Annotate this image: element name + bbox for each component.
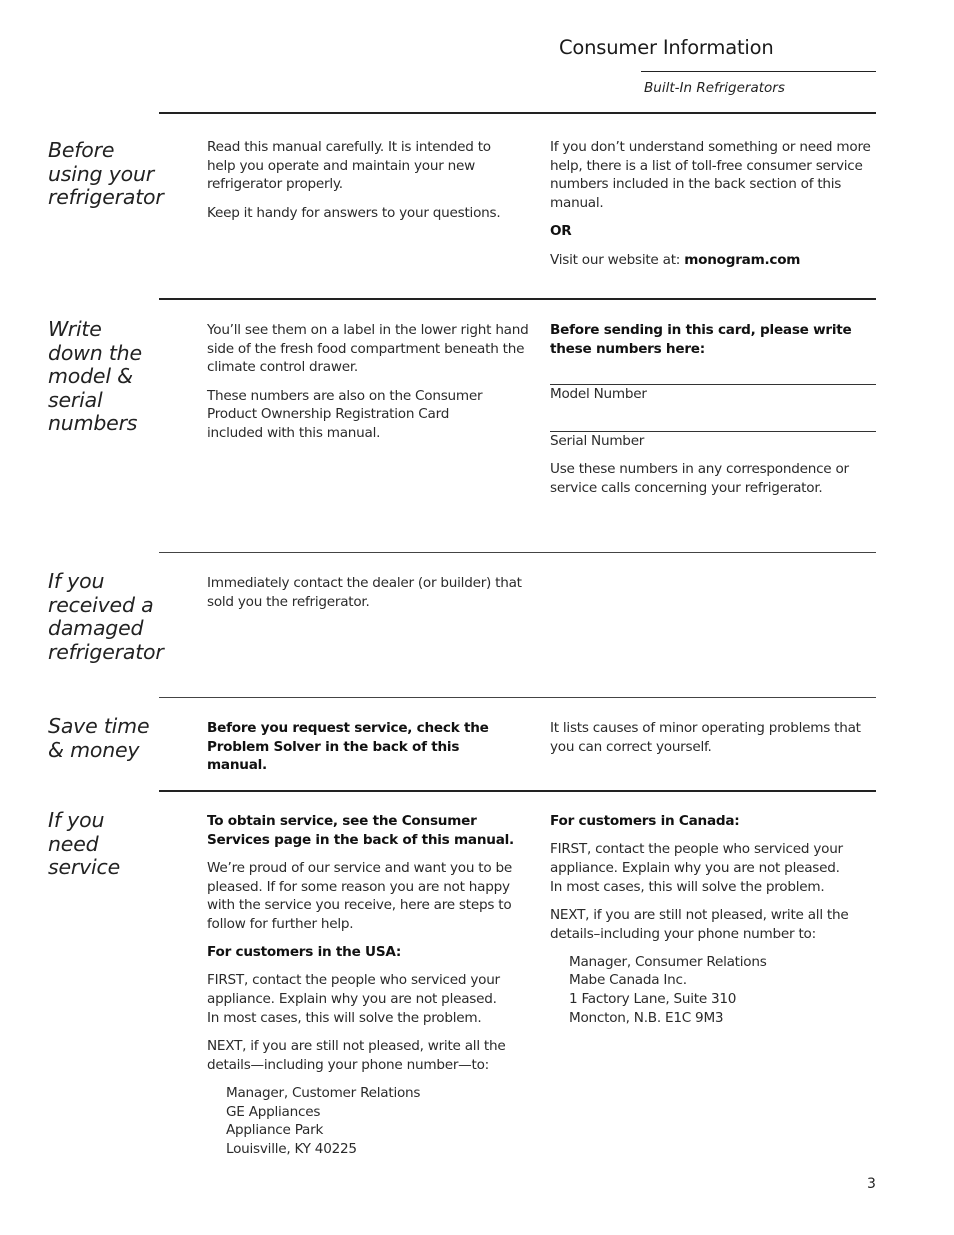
paragraph: Keep it handy for answers to your questions.	[207, 204, 501, 221]
before-using-column-right	[550, 138, 876, 279]
section-title-damaged: If you received a damaged refrigerator	[48, 569, 164, 664]
paragraph: FIRST, contact the people who serviced your appliance. Explain why you are not pleased. In most cases, this will solve the problem.	[550, 841, 843, 895]
paragraph: Immediately contact the dealer (or builder) that sold you the refrigerator.	[207, 575, 522, 610]
service-bold-text: To obtain service, see the Consumer Services page in the back of this manual.	[207, 813, 514, 848]
address-line: Louisville, KY 40225	[226, 1141, 357, 1158]
section-title-before-using: Before using your refrigerator	[48, 138, 164, 209]
save-time-column-left	[207, 719, 507, 785]
save-bold-text: Before you request service, check the Problem Solver in the back of this manual.	[207, 720, 489, 774]
serial-number-label: Serial Number	[550, 432, 645, 449]
service-column-right	[550, 812, 855, 1028]
address-line: 1 Factory Lane, Suite 310	[569, 991, 737, 1008]
paragraph: Use these numbers in any correspondence or service calls concerning your refrigerator.	[550, 460, 849, 496]
before-using-column-left	[207, 138, 512, 232]
paragraph: FIRST, contact the people who serviced your appliance. Explain why you are not pleased. In most cases, this will solve the problem.	[207, 972, 500, 1026]
section-title-write-down: Write down the model & serial numbers	[48, 317, 142, 435]
usa-address	[207, 1084, 522, 1159]
section-divider	[159, 552, 876, 553]
or-text: OR	[550, 223, 572, 240]
write-heading-text: Before sending in this card, please write these numbers here:	[550, 322, 852, 357]
page-header-title: Consumer Information	[559, 36, 774, 59]
section-divider	[159, 790, 876, 792]
section-divider	[159, 112, 876, 114]
damaged-column-left	[207, 574, 525, 621]
usa-heading-text: For customers in the USA:	[207, 944, 402, 961]
or-label	[550, 222, 876, 241]
paragraph: You’ll see them on a label in the lower right hand side of the fresh food compartment beneath the climate control drawer.	[207, 322, 529, 376]
address-line: GE Appliances	[226, 1103, 321, 1120]
paragraph: NEXT, if you are still not pleased, write all the details–including your phone number to:	[550, 906, 849, 942]
paragraph: Read this manual carefully. It is intended to help you operate and maintain your new refrigerator properly.	[207, 139, 491, 193]
paragraph: It lists causes of minor operating problems that you can correct yourself.	[550, 720, 861, 755]
address-line: Moncton, N.B. E1C 9M3	[569, 1009, 724, 1026]
website-link[interactable]: monogram.com	[684, 251, 801, 268]
usa-heading	[207, 943, 522, 962]
canada-address	[550, 953, 855, 1028]
canada-heading	[550, 812, 855, 831]
visit-text: Visit our website at:	[550, 251, 681, 268]
website-line	[550, 251, 876, 270]
write-down-column-left	[207, 321, 533, 452]
paragraph: We’re proud of our service and want you to be pleased. If for some reason you are not happy with the service you receive, here are steps to follow for further help.	[207, 859, 513, 933]
paragraph: NEXT, if you are still not pleased, write all the details—including your phone number—to:	[207, 1038, 506, 1073]
section-title-need-service: If you need service	[48, 808, 121, 879]
address-line: Manager, Consumer Relations	[569, 953, 767, 970]
section-divider	[159, 697, 876, 698]
address-line: Appliance Park	[226, 1122, 324, 1139]
section-title-save-time: Save time & money	[48, 714, 150, 762]
address-line: Mabe Canada Inc.	[569, 972, 687, 989]
paragraph: These numbers are also on the Consumer Product Ownership Registration Card included with this manual.	[207, 387, 483, 442]
canada-heading-text: For customers in Canada:	[550, 813, 740, 829]
paragraph: If you don’t understand something or need more help, there is a list of toll-free consumer service numbers included in the back section of this manual.	[550, 139, 871, 212]
save-time-column-right	[550, 719, 870, 766]
page-header-subtitle: Built-In Refrigerators	[644, 80, 785, 96]
page-number: 3	[867, 1176, 876, 1192]
address-line: Manager, Customer Relations	[226, 1084, 421, 1101]
header-divider	[641, 71, 876, 72]
service-column-left	[207, 812, 522, 1159]
section-divider	[159, 298, 876, 300]
write-down-column-right	[550, 321, 876, 507]
write-heading	[550, 321, 876, 358]
save-bold-para	[207, 719, 507, 775]
service-bold-para	[207, 812, 522, 849]
model-number-label: Model Number	[550, 385, 647, 402]
